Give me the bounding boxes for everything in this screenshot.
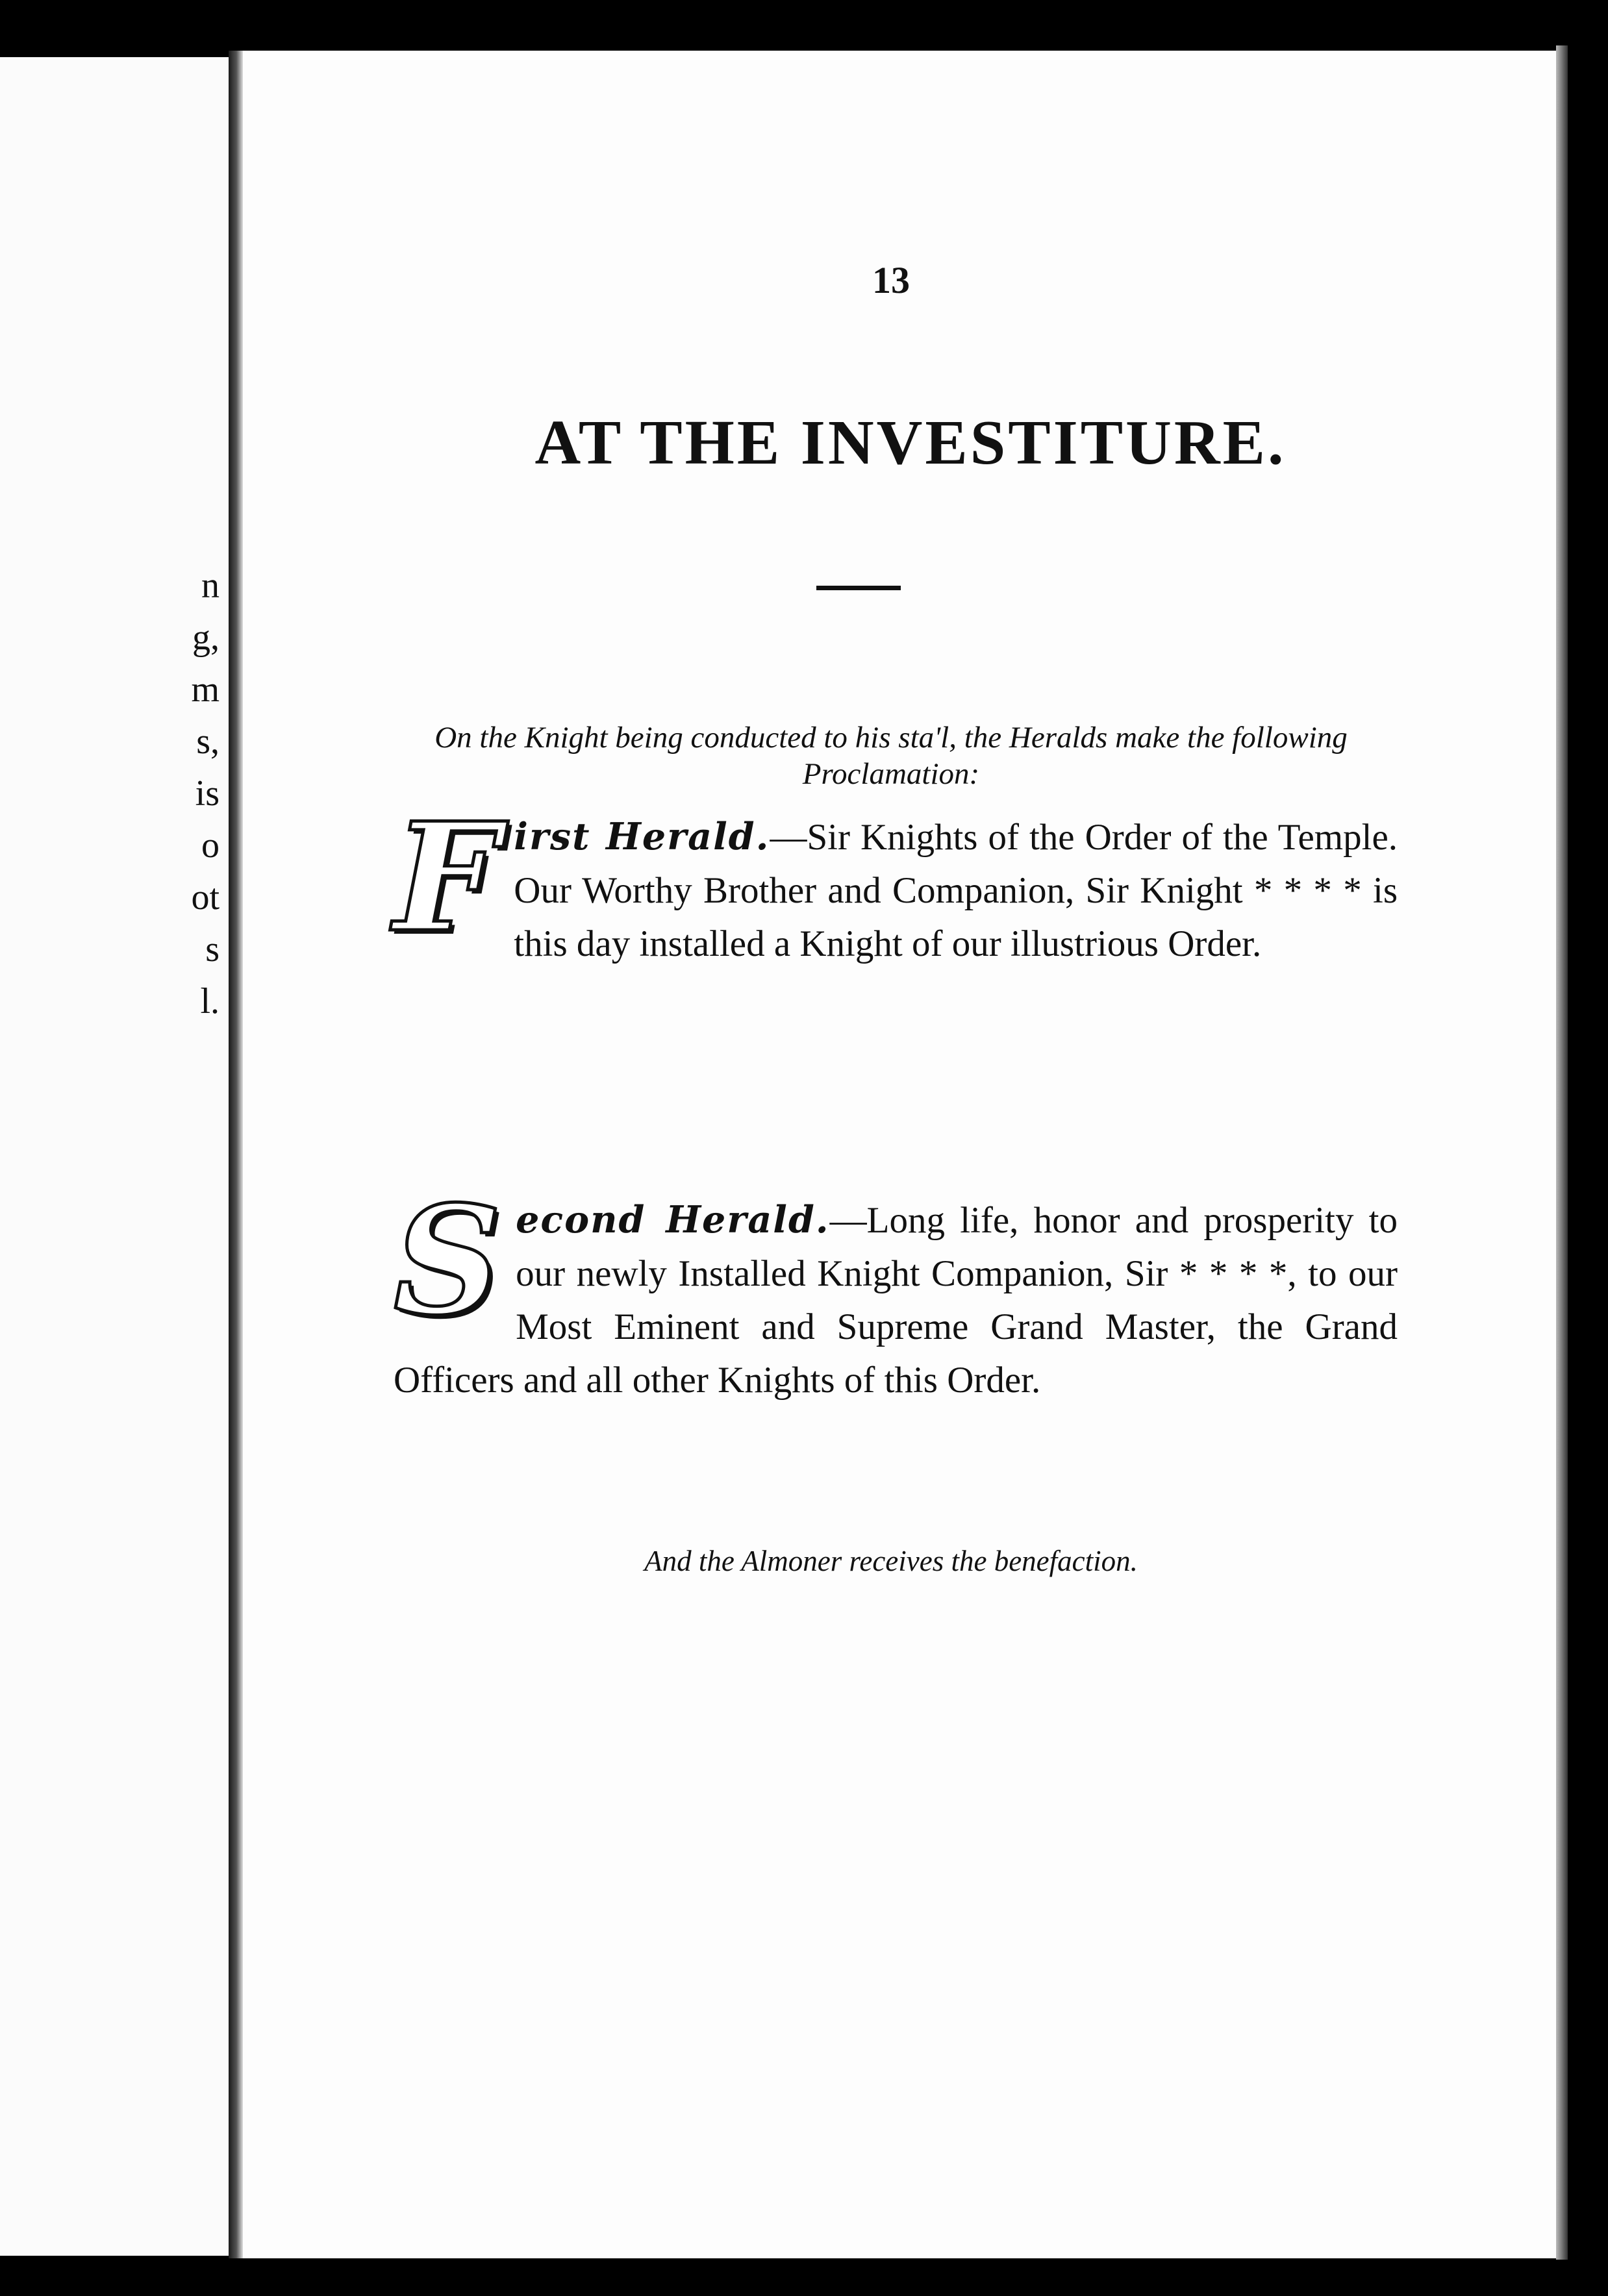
book-page: [229, 51, 1556, 2258]
second-herald-text: —Long life, honor and prosperity to our newly Installed Knight Companion, Sir * * * *, to our Most Eminent and Supreme Grand Master, the Grand Officers and all other Knights of this Order.: [394, 1200, 1398, 1401]
second-herald-label: econd Herald.: [516, 1198, 830, 1242]
previous-page-fragment: s: [205, 929, 220, 969]
second-herald-dropcap: S: [394, 1173, 502, 1349]
second-herald-paragraph: [394, 1173, 1398, 1407]
previous-page-fragment: l.: [200, 981, 220, 1021]
first-herald-text: —Sir Knights of the Order of the Temple. Our Worthy Brother and Companion, Sir Knight * * * * is this day installed a Knight of our illustrious Order.: [514, 817, 1398, 964]
first-herald-dropcap: F: [394, 790, 500, 966]
previous-page-fragment: s,: [196, 721, 220, 762]
page-right-edge: [1556, 45, 1568, 2260]
page-spine: [229, 51, 243, 2258]
page-title: AT THE INVESTITURE.: [534, 408, 1287, 478]
previous-page-fragment: n: [201, 566, 220, 606]
previous-page-fragment: ot: [191, 877, 220, 917]
page-number: 13: [872, 259, 910, 301]
intro-stage-direction: On the Knight being conducted to his sta'l, the Heralds make the following Proclamation:: [434, 721, 1348, 791]
previous-page-fragment: o: [201, 825, 220, 866]
previous-page-fragment: m: [191, 669, 220, 710]
previous-page-fragment: g,: [192, 618, 220, 658]
closing-stage-direction: And the Almoner receives the benefaction.: [644, 1545, 1138, 1577]
previous-page-fragment: is: [195, 773, 220, 814]
previous-page-edge: [0, 57, 229, 2256]
title-rule: [816, 586, 901, 590]
first-herald-paragraph: [394, 790, 1398, 971]
first-herald-label: irst Herald.: [514, 815, 770, 858]
